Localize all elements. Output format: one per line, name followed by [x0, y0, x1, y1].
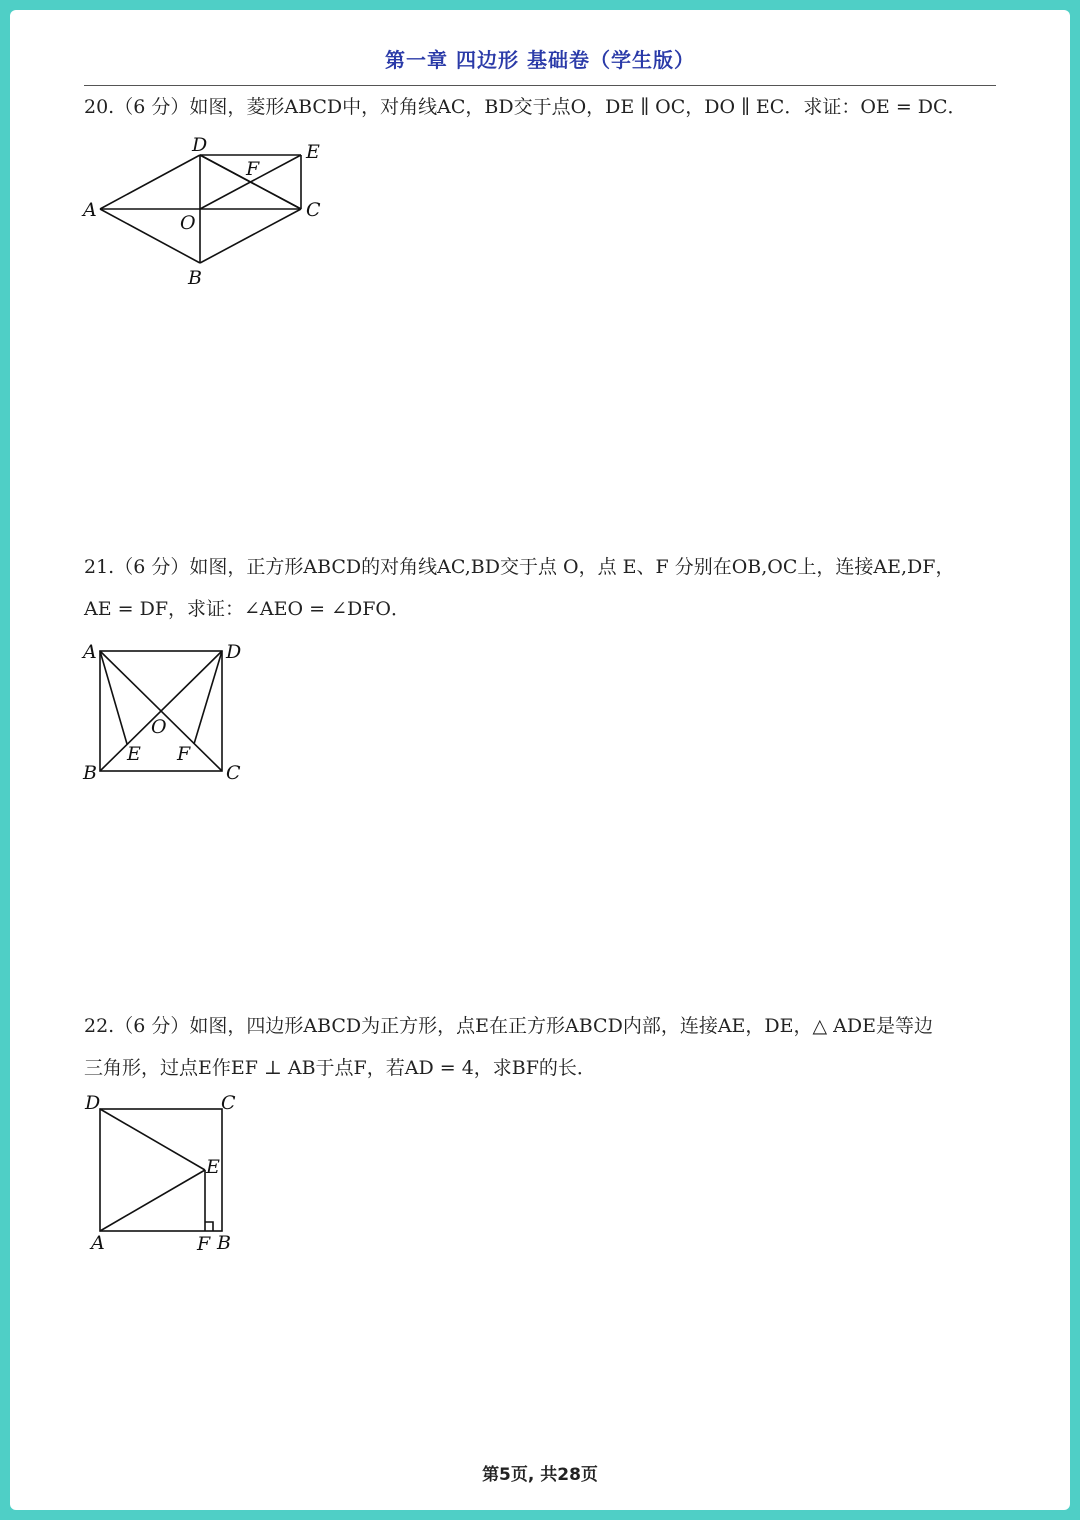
q22-label-a: A	[91, 1232, 105, 1254]
question-21-line1: 21.（6 分）如图，正方形ABCD的对角线AC,BD交于点 O，点 E、F 分别在OB,OC上，连接AE,DF，	[84, 556, 955, 578]
q22-label-f: F	[197, 1233, 211, 1255]
q21-label-o: O	[151, 716, 167, 738]
page-header-title: 第一章 四边形 基础卷（学生版）	[385, 48, 695, 72]
q21-label-a: A	[83, 641, 97, 663]
q21-label-e: E	[127, 743, 141, 765]
question-20-figure	[80, 130, 340, 294]
q22-label-b: B	[217, 1232, 231, 1254]
q22-label-d: D	[85, 1092, 101, 1114]
question-21-line2: AE = DF，求证：∠AEO = ∠DFO．	[84, 598, 411, 620]
question-22-figure	[80, 1090, 260, 1259]
question-22-line2: 三角形，过点E作EF ⊥ AB于点F，若AD = 4，求BF的长．	[84, 1057, 596, 1079]
q20-label-o: O	[180, 212, 196, 234]
q21-label-b: B	[83, 762, 97, 784]
q21-label-f: F	[177, 743, 191, 765]
q20-label-b: B	[188, 267, 202, 289]
q22-label-e: E	[206, 1156, 220, 1178]
q21-label-c: C	[226, 762, 241, 784]
q20-label-c: C	[306, 199, 321, 221]
question-20-text: 20.（6 分）如图，菱形ABCD中，对角线AC，BD交于点O，DE ∥ OC，DO ∥ EC．求证：OE = DC．	[84, 96, 967, 118]
q22-label-c: C	[221, 1092, 236, 1114]
q21-label-d: D	[226, 641, 242, 663]
question-21-figure	[80, 638, 260, 792]
q20-label-a: A	[83, 199, 97, 221]
q20-label-f: F	[246, 158, 260, 180]
q20-label-e: E	[306, 141, 320, 163]
q20-label-d: D	[192, 134, 208, 156]
question-22-line1: 22.（6 分）如图，四边形ABCD为正方形，点E在正方形ABCD内部，连接AE，DE，△ ADE是等边	[84, 1015, 933, 1037]
page-number-footer: 第5页, 共28页	[482, 1465, 598, 1485]
